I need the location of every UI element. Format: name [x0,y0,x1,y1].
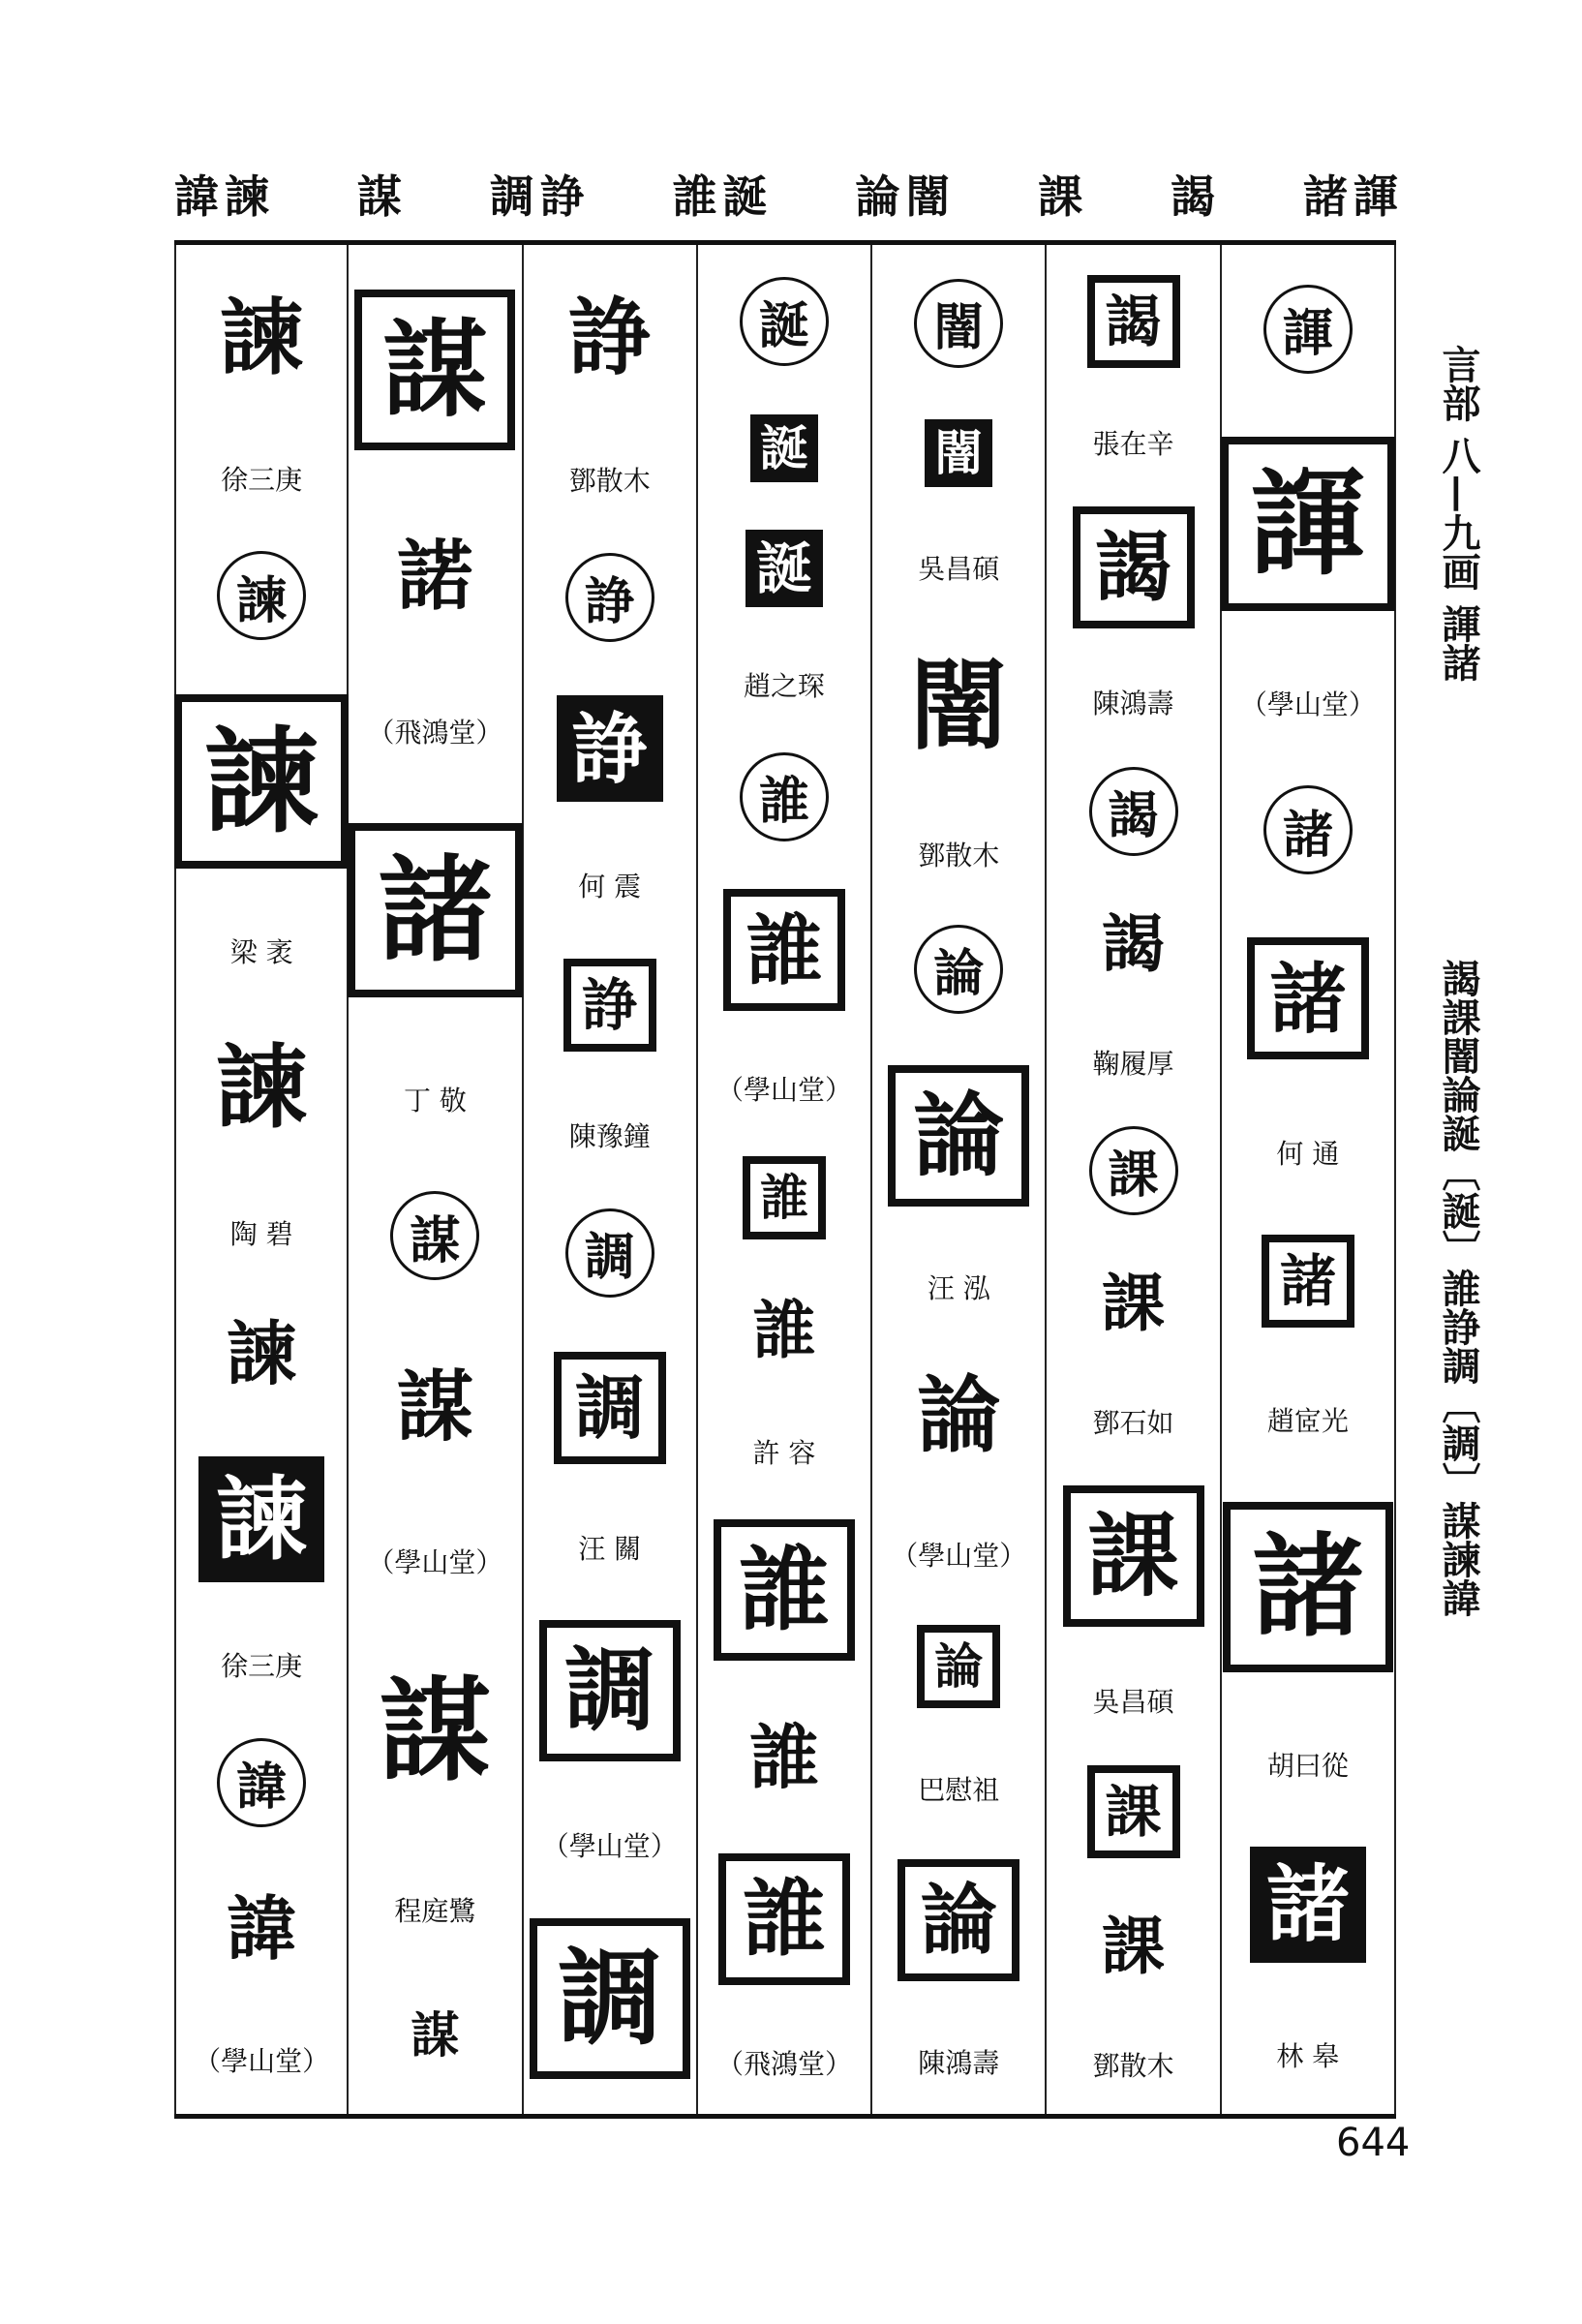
artist-name: 趙之琛 [743,669,825,702]
artist-name: 鄧散木 [568,464,651,497]
artist-name: 丁 敬 [403,1085,467,1117]
character-circle-label: 論 [914,925,1003,1014]
header-cell-6: 課 [1038,170,1089,223]
artist-name: 鞠履厚 [1092,1047,1174,1080]
character-circle-label: 誰 [740,752,829,841]
header-cell-4: 誰誕 [672,170,774,223]
seal-impression: 調 [539,1620,681,1761]
seal-impression: 諫 [174,694,349,869]
artist-name: 鄧散木 [918,839,1000,872]
seal-impression: 謁 [1087,275,1180,368]
seal-impression: 諢 [1221,437,1395,611]
seal-impression: 誕 [745,530,823,607]
seal-impression: 謀 [354,290,515,450]
artist-name: 巴慰祖 [918,1773,1000,1806]
artist-name: 徐三庚 [221,464,303,497]
artist-name: 吳昌碩 [1092,1686,1174,1719]
character-circle-label: 調 [565,1208,654,1298]
artist-name: （學山堂） [367,1546,503,1579]
seal-impression: 諫 [198,1456,324,1582]
seal-column [174,245,349,2114]
seal-impression: 調 [530,1918,690,2079]
character-circle-label: 諫 [217,551,306,640]
artist-name: （學山堂） [1239,688,1376,721]
artist-name: 何 震 [578,871,642,903]
artist-name: （學山堂） [541,1830,678,1863]
seal-impression: 誰 [714,1519,855,1661]
artist-name: 陳鴻壽 [918,2046,1000,2079]
seal-impression: 誰 [723,889,845,1011]
seal-impression: 誰 [748,1715,819,1798]
seal-impression: 謀 [411,2006,460,2064]
seal-impression: 課 [1102,1266,1166,1340]
character-circle-label: 諍 [565,553,654,642]
column-header-row [174,155,1404,232]
seal-impression: 諸 [1223,1502,1393,1672]
seal-impression: 謀 [396,1361,473,1452]
artist-name: 許 容 [752,1437,816,1470]
seal-impression: 諫 [220,288,304,386]
artist-name: 徐三庚 [221,1650,303,1683]
artist-name: 張在辛 [1092,427,1174,460]
artist-name: 趙宧光 [1266,1404,1349,1437]
seal-impression: 闇 [925,419,992,487]
seal-impression: 誰 [718,1853,850,1985]
seal-impression: 諍 [557,695,663,802]
artist-name: （學山堂） [891,1539,1027,1572]
artist-name: 吳昌碩 [918,552,1000,585]
seal-impression: 諸 [1250,1847,1366,1963]
header-cell-3: 調諍 [489,170,591,223]
seal-impression: 闇 [909,648,1008,763]
artist-name: （學山堂） [715,1074,852,1107]
artist-name: （飛鴻堂） [715,2047,852,2080]
seal-column [698,245,872,2114]
artist-name: 汪 泓 [927,1271,990,1304]
artist-name: 陶 碧 [229,1218,293,1251]
artist-name: （學山堂） [194,2045,330,2078]
seal-impression: 課 [1102,1909,1166,1983]
side-label-bottom: 謁課闇論誕〔誕〕誰諍調〔調〕謀諫諱 [1436,959,1481,1617]
artist-name: 林 皋 [1276,2040,1340,2073]
artist-name: 胡曰從 [1266,1750,1349,1783]
seal-impression: 課 [1063,1485,1204,1627]
header-cell-7: 謁 [1171,170,1222,223]
seal-impression: 誰 [752,1293,816,1367]
header-cell-5: 論闇 [855,170,957,223]
seal-impression: 論 [888,1065,1029,1207]
header-cell-1: 諱諫 [174,170,275,223]
seal-column [524,245,698,2114]
seal-impression: 諍 [567,288,652,386]
seal-column [1222,245,1396,2114]
seal-column [349,245,523,2114]
header-cell-8: 諸諢 [1302,170,1404,223]
character-circle-label: 課 [1089,1126,1178,1215]
side-label-top: 言部 八—九画 諢諸 [1436,345,1481,682]
artist-name: 陳豫鐘 [568,1119,651,1152]
artist-name: 汪 關 [578,1532,642,1565]
character-circle-label: 誕 [740,277,829,366]
page-number: 644 [1336,2121,1411,2165]
artist-name: 鄧石如 [1092,1406,1174,1439]
seal-impression: 諫 [227,1312,297,1395]
character-circle-label: 闇 [914,279,1003,368]
seal-column [1047,245,1221,2114]
seal-impression: 論 [917,1365,1001,1464]
seal-impression: 諸 [1262,1235,1354,1328]
seal-impression: 謀 [379,1665,491,1796]
character-circle-label: 諢 [1263,285,1353,374]
seal-impression: 調 [554,1352,666,1464]
seal-column [872,245,1047,2114]
seal-table [174,240,1396,2119]
artist-name: 陳鴻壽 [1092,688,1174,720]
artist-name: 何 通 [1276,1137,1340,1170]
artist-name: 程庭鷺 [394,1895,476,1928]
character-circle-label: 謁 [1089,767,1178,856]
seal-impression: 論 [917,1625,1000,1708]
seal-impression: 論 [897,1859,1019,1981]
seal-impression: 諱 [227,1886,297,1970]
artist-name: 鄧散木 [1092,2049,1174,2082]
seal-impression: 諫 [216,1033,308,1141]
seal-impression: 諸 [348,823,522,997]
seal-impression: 諍 [563,959,656,1052]
seal-impression: 誰 [743,1156,826,1239]
header-cell-2: 謀 [356,170,408,223]
artist-name: （飛鴻堂） [367,716,503,749]
seal-impression: 謁 [1073,506,1195,628]
seal-impression: 諾 [396,531,473,622]
seal-impression: 課 [1087,1765,1180,1858]
character-circle-label: 諱 [217,1738,306,1827]
seal-impression: 誕 [750,414,818,482]
artist-name: 梁 袤 [229,936,293,969]
character-circle-label: 諸 [1263,785,1353,874]
seal-impression: 諸 [1247,937,1369,1059]
seal-impression: 謁 [1102,906,1166,981]
character-circle-label: 謀 [390,1191,479,1280]
